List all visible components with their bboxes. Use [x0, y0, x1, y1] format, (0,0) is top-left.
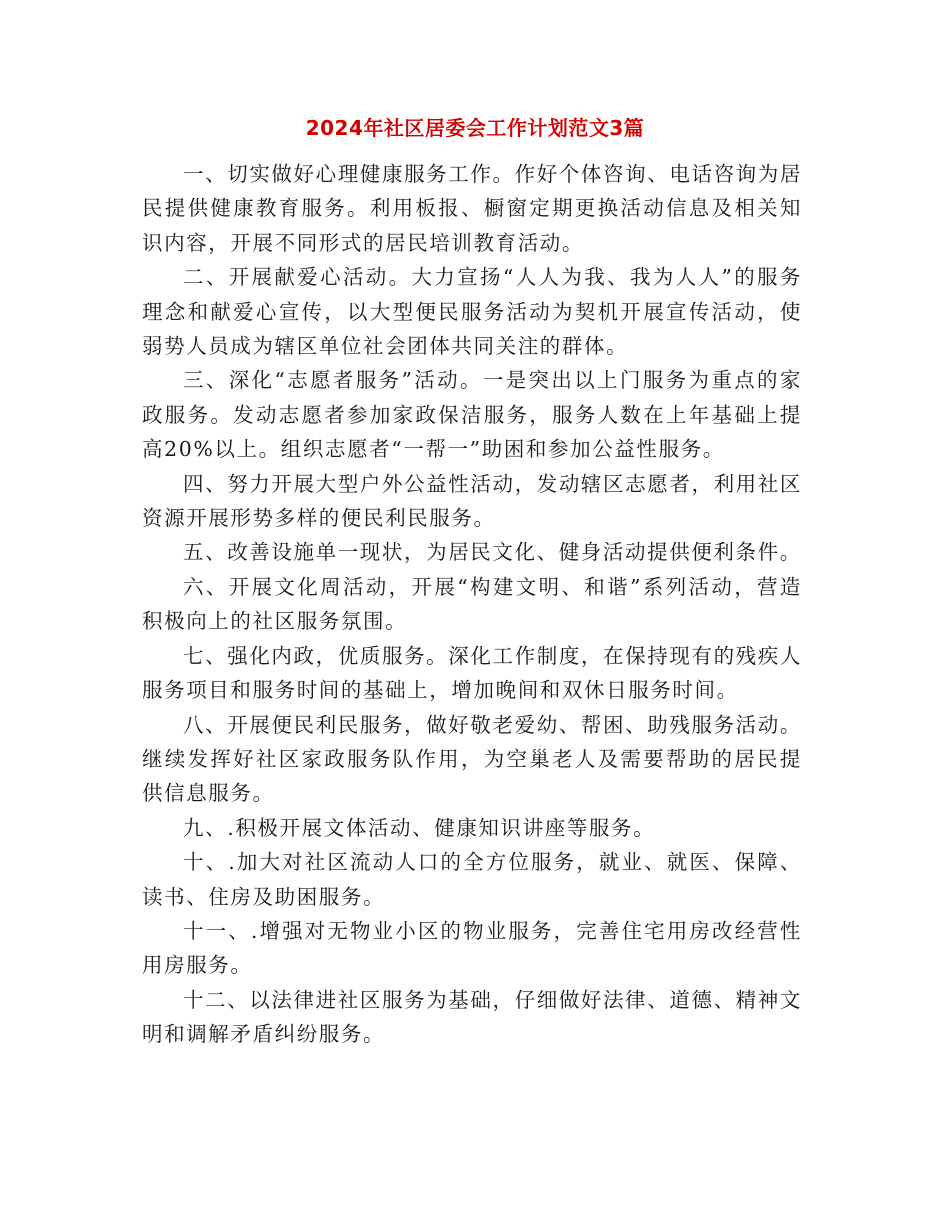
- paragraph-1: 一、切实做好心理健康服务工作。作好个体咨询、电话咨询为居民提供健康教育服务。利用板报、橱窗定期更换活动信息及相关知识内容，开展不同形式的居民培训教育活动。: [142, 162, 802, 255]
- paragraph-5: 五、改善设施单一现状，为居民文化、健身活动提供便利条件。: [183, 540, 802, 565]
- paragraph-6: 六、开展文化周活动，开展“构建文明、和谐”系列活动，营造积极向上的社区服务氛围。: [142, 574, 802, 634]
- paragraph-12: 十二、以法律进社区服务为基础，仔细做好法律、道德、精神文明和调解矛盾纠纷服务。: [142, 987, 802, 1047]
- paragraph-7: 七、强化内政，优质服务。深化工作制度，在保持现有的残疾人服务项目和服务时间的基础上，增加晚间和双休日服务时间。: [142, 643, 802, 703]
- paragraph-4: 四、努力开展大型户外公益性活动，发动辖区志愿者，利用社区资源开展形势多样的便民利民服务。: [142, 471, 802, 531]
- paragraph-8: 八、开展便民利民服务，做好敬老爱幼、帮困、助残服务活动。继续发挥好社区家政服务队作用，为空巢老人及需要帮助的居民提供信息服务。: [142, 712, 802, 806]
- paragraph-2: 二、开展献爱心活动。大力宣扬“人人为我、我为人人”的服务理念和献爱心宣传，以大型便民服务活动为契机开展宣传活动，使弱势人员成为辖区单位社会团体共同关注的群体。: [142, 265, 802, 359]
- document-title: 2024年社区居委会工作计划范文3篇: [305, 116, 645, 140]
- paragraph-11: 十一、.增强对无物业小区的物业服务，完善住宅用房改经营性用房服务。: [142, 918, 802, 978]
- document-body: [142, 157, 802, 1052]
- paragraph-9: 九、.积极开展文体活动、健康知识讲座等服务。: [183, 815, 656, 840]
- paragraph-10: 十、.加大对社区流动人口的全方位服务，就业、就医、保障、读书、住房及助困服务。: [142, 850, 802, 909]
- paragraph-3: 三、深化“志愿者服务”活动。一是突出以上门服务为重点的家政服务。发动志愿者参加家政保洁服务，服务人数在上年基础上提高20%以上。组织志愿者“一帮一”助困和参加公益性服务。: [142, 368, 802, 462]
